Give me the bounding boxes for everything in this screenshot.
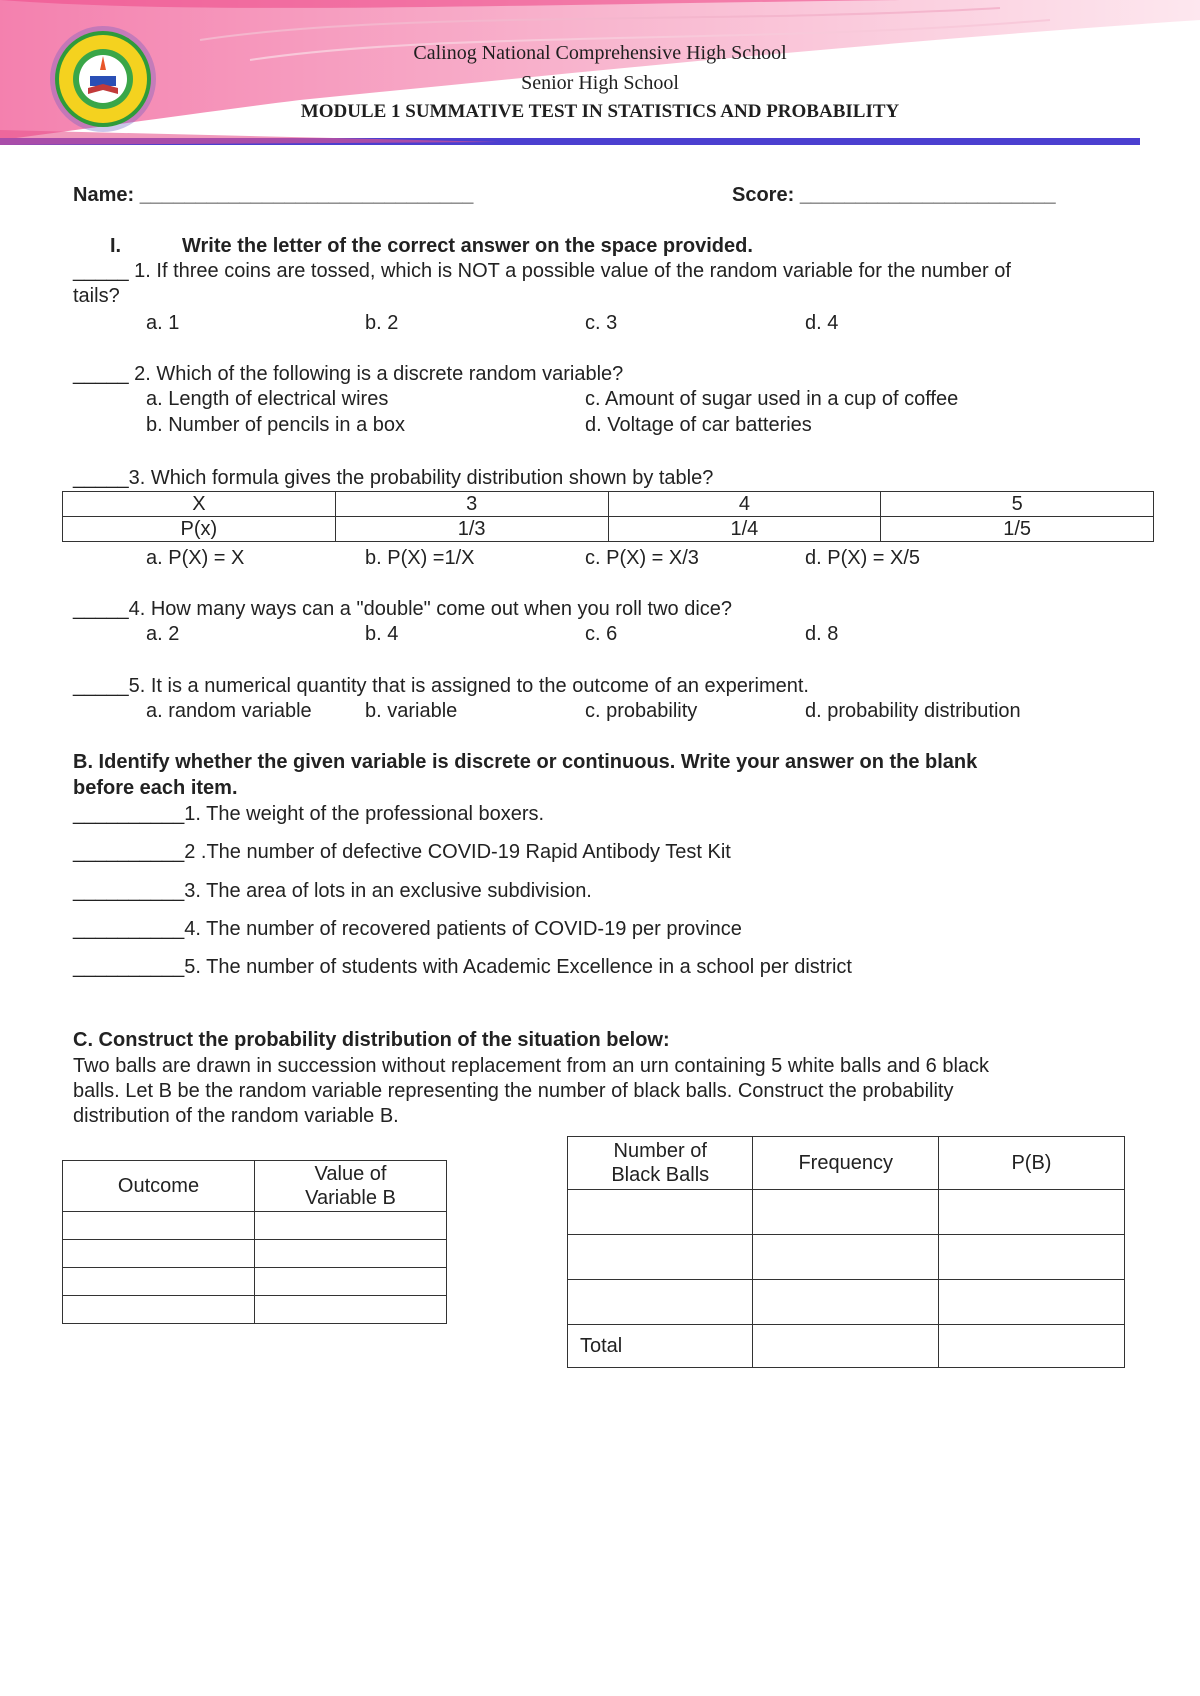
table-cell: 3 (335, 492, 608, 517)
input-cell[interactable] (753, 1325, 938, 1368)
question-4: _____4. How many ways can a "double" come out when you roll two dice? (73, 598, 733, 620)
q1-choice-b: b. 2 (365, 312, 399, 334)
q5-choice-b: b. variable (365, 700, 458, 722)
input-cell[interactable] (753, 1190, 938, 1235)
input-cell[interactable] (63, 1212, 255, 1240)
table-row (63, 1268, 447, 1296)
school-level: Senior High School (521, 72, 679, 94)
q4-choice-b: b. 4 (365, 623, 399, 645)
table-cell: 5 (881, 492, 1154, 517)
input-cell[interactable] (938, 1325, 1124, 1368)
q4-choice-d: d. 8 (805, 623, 839, 645)
q4-choice-a: a. 2 (146, 623, 180, 645)
table-row (568, 1190, 1125, 1235)
part-c-heading: C. Construct the probability distribution of the situation below: (73, 1029, 670, 1051)
table-cell: 1/3 (335, 517, 608, 542)
frequency-header: Frequency (753, 1137, 938, 1190)
q1-choice-d: d. 4 (805, 312, 839, 334)
q2-choice-c: c. Amount of sugar used in a cup of coffee (585, 388, 959, 410)
input-cell[interactable] (255, 1296, 447, 1324)
q2-choice-d: d. Voltage of car batteries (585, 414, 812, 436)
table-row (63, 517, 1154, 542)
score-label: Score: (732, 184, 795, 206)
q2-choice-b: b. Number of pencils in a box (146, 414, 406, 436)
input-cell[interactable] (255, 1212, 447, 1240)
value-header-line1: Value of (314, 1163, 387, 1185)
input-cell[interactable] (753, 1235, 938, 1280)
q5-choice-d: d. probability distribution (805, 700, 1021, 722)
q3-choice-c: c. P(X) = X/3 (585, 547, 699, 569)
q3-choice-b: b. P(X) =1/X (365, 547, 475, 569)
table-row (63, 1212, 447, 1240)
table-cell: 4 (608, 492, 881, 517)
input-cell[interactable] (753, 1280, 938, 1325)
test-title: MODULE 1 SUMMATIVE TEST IN STATISTICS AND PROBABILITY (300, 101, 900, 122)
part-a-instruction: Write the letter of the correct answer on the space provided. (182, 235, 753, 257)
part-c-para-line2: balls. Let B be the random variable representing the number of black balls. Construct the probability (73, 1080, 954, 1102)
part-b-item-3: __________3. The area of lots in an exclusive subdivision. (73, 880, 592, 902)
probability-distribution-table (567, 1136, 1125, 1368)
school-name: Calinog National Comprehensive High School (413, 42, 787, 64)
q1-choice-c: c. 3 (585, 312, 618, 334)
input-cell[interactable] (568, 1190, 753, 1235)
input-cell[interactable] (255, 1240, 447, 1268)
q3-distribution-table (62, 491, 1154, 542)
input-cell[interactable] (63, 1268, 255, 1296)
part-b-item-2: __________2 .The number of defective COVID-19 Rapid Antibody Test Kit (73, 841, 731, 863)
q3-choice-a: a. P(X) = X (146, 547, 245, 569)
table-row (568, 1235, 1125, 1280)
table-cell: X (63, 492, 336, 517)
value-header (255, 1161, 447, 1212)
question-1-line2: tails? (73, 285, 120, 307)
input-cell[interactable] (568, 1280, 753, 1325)
table-row (63, 492, 1154, 517)
table-header-row (568, 1137, 1125, 1190)
name-blank: ______________________________ (139, 184, 474, 206)
part-c-para-line1: Two balls are drawn in succession without replacement from an urn containing 5 white balls and 6 black (73, 1055, 990, 1077)
table-row (63, 1296, 447, 1324)
q5-choice-a: a. random variable (146, 700, 312, 722)
q4-choice-c: c. 6 (585, 623, 618, 645)
score-field (732, 182, 1056, 208)
total-label: Total (568, 1325, 753, 1368)
black-balls-header-line1: Number of (613, 1140, 707, 1162)
black-balls-header-line2: Black Balls (611, 1164, 710, 1186)
question-3: _____3. Which formula gives the probability distribution shown by table? (73, 467, 714, 489)
table-cell: P(x) (63, 517, 336, 542)
table-header-row (63, 1161, 447, 1212)
part-b-item-1: __________1. The weight of the professional boxers. (73, 803, 545, 825)
question-2: _____ 2. Which of the following is a discrete random variable? (73, 363, 624, 385)
q2-choice-a: a. Length of electrical wires (146, 388, 389, 410)
table-row (568, 1280, 1125, 1325)
part-b-item-5: __________5. The number of students with Academic Excellence in a school per district (73, 956, 852, 978)
part-b-heading-line2: before each item. (73, 777, 238, 799)
value-header-line2: Variable B (305, 1187, 396, 1209)
input-cell[interactable] (938, 1280, 1124, 1325)
input-cell[interactable] (63, 1240, 255, 1268)
input-cell[interactable] (568, 1235, 753, 1280)
name-label: Name: (73, 184, 135, 206)
q5-choice-c: c. probability (585, 700, 698, 722)
input-cell[interactable] (938, 1235, 1124, 1280)
part-b-item-4: __________4. The number of recovered patients of COVID-19 per province (73, 918, 742, 940)
table-row (568, 1325, 1125, 1368)
part-b-heading-line1: B. Identify whether the given variable is discrete or continuous. Write your answer on the blank (73, 751, 978, 773)
table-cell: 1/5 (881, 517, 1154, 542)
input-cell[interactable] (255, 1268, 447, 1296)
input-cell[interactable] (938, 1190, 1124, 1235)
table-cell: 1/4 (608, 517, 881, 542)
outcome-table (62, 1160, 447, 1324)
table-row (63, 1240, 447, 1268)
part-a-numeral: I. (110, 235, 122, 257)
q3-choice-d: d. P(X) = X/5 (805, 547, 921, 569)
score-blank: _______________________ (799, 184, 1056, 206)
outcome-header: Outcome (63, 1161, 255, 1212)
black-balls-header (568, 1137, 753, 1190)
question-5: _____5. It is a numerical quantity that is assigned to the outcome of an experiment. (73, 675, 809, 697)
q1-choice-a: a. 1 (146, 312, 180, 334)
question-1-line1: _____ 1. If three coins are tossed, which is NOT a possible value of the random variable for the number of (73, 260, 1011, 282)
pb-header: P(B) (938, 1137, 1124, 1190)
part-c-para-line3: distribution of the random variable B. (73, 1105, 399, 1127)
name-field (73, 182, 473, 208)
input-cell[interactable] (63, 1296, 255, 1324)
